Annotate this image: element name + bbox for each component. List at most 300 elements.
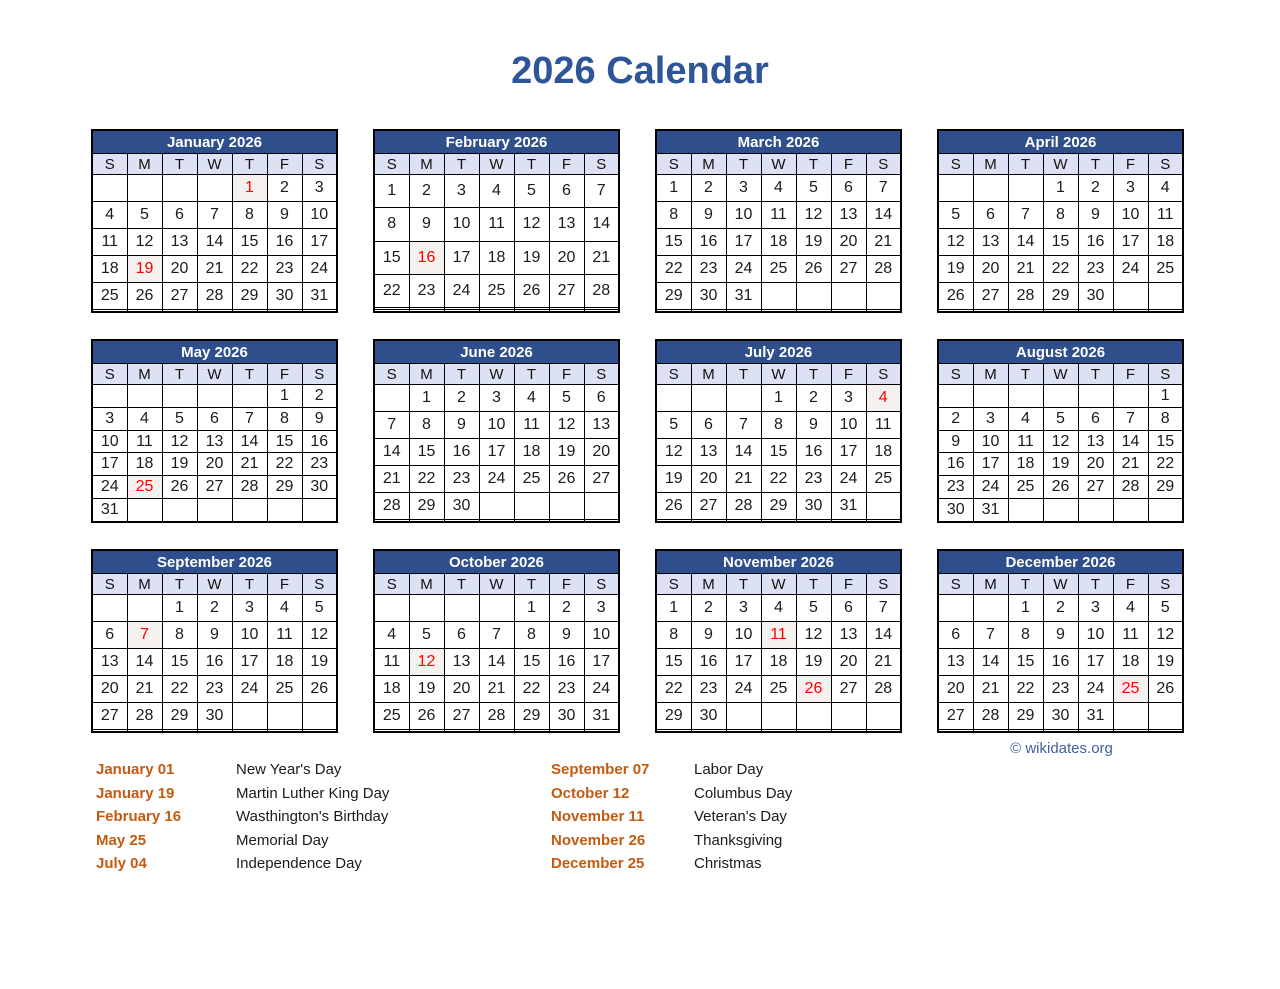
day-cell: 19	[656, 466, 691, 493]
empty-day-cell	[549, 309, 584, 312]
empty-day-cell	[374, 520, 409, 522]
day-cell: 23	[938, 476, 973, 499]
day-cell: 29	[232, 283, 267, 310]
day-cell: 23	[302, 453, 337, 476]
day-cell: 15	[514, 649, 549, 676]
day-cell: 29	[1148, 476, 1183, 499]
empty-day-cell	[656, 730, 691, 732]
day-cell: 8	[374, 208, 409, 241]
day-cell: 20	[973, 256, 1008, 283]
day-cell: 30	[1043, 703, 1078, 730]
empty-day-cell	[409, 730, 444, 732]
holiday-date: January 01	[96, 761, 175, 778]
empty-day-cell	[549, 730, 584, 732]
empty-day-cell	[232, 385, 267, 408]
day-cell: 4	[761, 175, 796, 202]
weekday-header: T	[232, 154, 267, 175]
empty-day-cell	[127, 310, 162, 312]
day-cell: 16	[444, 439, 479, 466]
day-cell: 9	[796, 412, 831, 439]
day-cell: 18	[1008, 453, 1043, 476]
empty-day-cell	[1043, 499, 1078, 522]
day-cell: 24	[726, 676, 761, 703]
empty-day-cell	[1148, 310, 1183, 312]
day-cell: 15	[267, 430, 302, 453]
empty-day-cell	[409, 309, 444, 312]
empty-day-cell	[866, 730, 901, 732]
weekday-header: S	[92, 574, 127, 595]
day-cell: 3	[726, 595, 761, 622]
day-cell: 7	[479, 622, 514, 649]
holiday-name: Christmas	[694, 855, 762, 872]
day-cell: 16	[302, 430, 337, 453]
day-cell: 8	[267, 407, 302, 430]
weekday-header: F	[831, 574, 866, 595]
empty-day-cell	[479, 309, 514, 312]
weekday-header: T	[1078, 574, 1113, 595]
month-calendar-october-2026	[373, 549, 620, 733]
weekday-header: W	[761, 154, 796, 175]
day-cell: 5	[1043, 407, 1078, 430]
month-title: December 2026	[938, 550, 1183, 574]
day-cell: 1	[162, 595, 197, 622]
holiday-date: November 11	[551, 808, 645, 825]
weekday-header: T	[444, 154, 479, 175]
day-cell: 12	[796, 202, 831, 229]
empty-day-cell	[374, 730, 409, 732]
day-cell: 14	[232, 430, 267, 453]
month-calendar-july-2026	[655, 339, 902, 523]
day-cell: 6	[691, 412, 726, 439]
empty-day-cell	[1078, 385, 1113, 408]
day-cell: 22	[1148, 453, 1183, 476]
weekday-header: M	[973, 364, 1008, 385]
day-cell: 22	[409, 466, 444, 493]
day-cell: 19	[1043, 453, 1078, 476]
day-cell: 16	[938, 453, 973, 476]
day-cell: 28	[479, 703, 514, 730]
day-cell: 3	[973, 407, 1008, 430]
day-cell: 15	[374, 241, 409, 274]
day-cell: 5	[938, 202, 973, 229]
empty-day-cell	[831, 520, 866, 522]
day-cell: 20	[691, 466, 726, 493]
day-cell: 24	[726, 256, 761, 283]
day-cell: 27	[162, 283, 197, 310]
holiday-day-cell: 16	[409, 241, 444, 274]
weekday-header: T	[162, 364, 197, 385]
day-cell: 14	[1113, 430, 1148, 453]
day-cell: 27	[1078, 476, 1113, 499]
day-cell: 9	[691, 622, 726, 649]
day-cell: 9	[1078, 202, 1113, 229]
day-cell: 22	[232, 256, 267, 283]
day-cell: 19	[302, 649, 337, 676]
day-cell: 18	[761, 229, 796, 256]
day-cell: 12	[302, 622, 337, 649]
day-cell: 21	[479, 676, 514, 703]
day-cell: 24	[92, 476, 127, 499]
day-cell: 25	[761, 256, 796, 283]
empty-day-cell	[549, 520, 584, 522]
day-cell: 20	[444, 676, 479, 703]
day-cell: 16	[796, 439, 831, 466]
day-cell: 16	[549, 649, 584, 676]
day-cell: 12	[162, 430, 197, 453]
day-cell: 28	[866, 256, 901, 283]
weekday-header: W	[1043, 574, 1078, 595]
day-cell: 29	[1008, 703, 1043, 730]
empty-day-cell	[1008, 385, 1043, 408]
day-cell: 2	[409, 175, 444, 208]
empty-day-cell	[302, 703, 337, 730]
empty-day-cell	[938, 595, 973, 622]
day-cell: 7	[232, 407, 267, 430]
day-cell: 27	[973, 283, 1008, 310]
day-cell: 8	[1043, 202, 1078, 229]
day-cell: 21	[866, 649, 901, 676]
weekday-header: W	[1043, 364, 1078, 385]
weekday-header: W	[197, 574, 232, 595]
day-cell: 22	[656, 256, 691, 283]
empty-day-cell	[796, 520, 831, 522]
weekday-header: T	[162, 574, 197, 595]
weekday-header: T	[1078, 154, 1113, 175]
day-cell: 11	[514, 412, 549, 439]
day-cell: 31	[726, 283, 761, 310]
day-cell: 4	[267, 595, 302, 622]
empty-day-cell	[1113, 703, 1148, 730]
day-cell: 28	[197, 283, 232, 310]
holiday-day-cell: 25	[1113, 676, 1148, 703]
day-cell: 19	[796, 649, 831, 676]
day-cell: 9	[409, 208, 444, 241]
weekday-header: M	[409, 364, 444, 385]
empty-day-cell	[761, 310, 796, 312]
month-calendar-september-2026	[91, 549, 338, 733]
empty-day-cell	[92, 175, 127, 202]
weekday-header: W	[479, 364, 514, 385]
empty-day-cell	[302, 310, 337, 312]
weekday-header: F	[1113, 154, 1148, 175]
empty-day-cell	[409, 595, 444, 622]
day-cell: 17	[232, 649, 267, 676]
empty-day-cell	[691, 730, 726, 732]
empty-day-cell	[1078, 310, 1113, 312]
empty-day-cell	[761, 283, 796, 310]
day-cell: 13	[691, 439, 726, 466]
empty-day-cell	[761, 520, 796, 522]
weekday-header: S	[1148, 574, 1183, 595]
weekday-header: T	[726, 574, 761, 595]
day-cell: 28	[726, 493, 761, 520]
day-cell: 20	[831, 649, 866, 676]
empty-day-cell	[1148, 283, 1183, 310]
weekday-header: F	[549, 574, 584, 595]
day-cell: 5	[127, 202, 162, 229]
holiday-date: November 26	[551, 831, 646, 849]
weekday-header: S	[1148, 154, 1183, 175]
day-cell: 7	[726, 412, 761, 439]
day-cell: 23	[549, 676, 584, 703]
day-cell: 21	[584, 241, 619, 274]
day-cell: 10	[726, 622, 761, 649]
day-cell: 3	[726, 175, 761, 202]
day-cell: 30	[1078, 283, 1113, 310]
day-cell: 6	[1078, 407, 1113, 430]
empty-day-cell	[162, 499, 197, 522]
day-cell: 30	[197, 703, 232, 730]
holiday-name: Thanksgiving	[694, 831, 783, 849]
day-cell: 9	[938, 430, 973, 453]
empty-day-cell	[796, 283, 831, 310]
empty-day-cell	[92, 385, 127, 408]
day-cell: 13	[162, 229, 197, 256]
day-cell: 28	[1008, 283, 1043, 310]
day-cell: 20	[831, 229, 866, 256]
day-cell: 31	[92, 499, 127, 522]
day-cell: 4	[514, 385, 549, 412]
day-cell: 14	[127, 649, 162, 676]
day-cell: 29	[656, 703, 691, 730]
weekday-header: S	[938, 364, 973, 385]
day-cell: 17	[831, 439, 866, 466]
day-cell: 15	[1008, 649, 1043, 676]
weekday-header: T	[1008, 574, 1043, 595]
empty-day-cell	[831, 310, 866, 312]
weekday-header: T	[444, 574, 479, 595]
day-cell: 23	[796, 466, 831, 493]
day-cell: 15	[409, 439, 444, 466]
day-cell: 2	[1043, 595, 1078, 622]
empty-day-cell	[656, 310, 691, 312]
weekday-header: M	[409, 154, 444, 175]
day-cell: 19	[514, 241, 549, 274]
empty-day-cell	[92, 730, 127, 732]
empty-day-cell	[726, 385, 761, 412]
weekday-header: M	[127, 154, 162, 175]
empty-day-cell	[267, 730, 302, 732]
holiday-day-cell: 1	[232, 175, 267, 202]
day-cell: 12	[796, 622, 831, 649]
day-cell: 17	[1113, 229, 1148, 256]
day-cell: 20	[92, 676, 127, 703]
month-calendar-january-2026	[91, 129, 338, 313]
empty-day-cell	[549, 493, 584, 520]
day-cell: 4	[1148, 175, 1183, 202]
empty-day-cell	[796, 730, 831, 732]
weekday-header: S	[374, 364, 409, 385]
empty-day-cell	[831, 730, 866, 732]
empty-day-cell	[796, 703, 831, 730]
day-cell: 27	[831, 256, 866, 283]
empty-day-cell	[796, 310, 831, 312]
empty-day-cell	[127, 175, 162, 202]
day-cell: 29	[761, 493, 796, 520]
day-cell: 7	[866, 595, 901, 622]
day-cell: 25	[374, 703, 409, 730]
day-cell: 15	[656, 649, 691, 676]
day-cell: 26	[656, 493, 691, 520]
empty-day-cell	[1043, 385, 1078, 408]
day-cell: 30	[444, 493, 479, 520]
day-cell: 6	[549, 175, 584, 208]
weekday-header: M	[409, 574, 444, 595]
empty-day-cell	[444, 730, 479, 732]
day-cell: 2	[444, 385, 479, 412]
weekday-header: W	[761, 364, 796, 385]
day-cell: 25	[1148, 256, 1183, 283]
holiday-name: Columbus Day	[694, 784, 793, 802]
day-cell: 8	[1008, 622, 1043, 649]
month-title: June 2026	[374, 340, 619, 364]
holiday-day-cell: 4	[866, 385, 901, 412]
weekday-header: S	[1148, 364, 1183, 385]
weekday-header: S	[374, 574, 409, 595]
day-cell: 22	[514, 676, 549, 703]
holiday-day-cell: 7	[127, 622, 162, 649]
weekday-header: M	[691, 154, 726, 175]
weekday-header: S	[584, 154, 619, 175]
day-cell: 27	[549, 274, 584, 307]
day-cell: 22	[1008, 676, 1043, 703]
day-cell: 14	[726, 439, 761, 466]
empty-day-cell	[584, 309, 619, 312]
day-cell: 31	[302, 283, 337, 310]
weekday-header: T	[232, 574, 267, 595]
empty-day-cell	[267, 499, 302, 522]
day-cell: 1	[1043, 175, 1078, 202]
month-title: July 2026	[656, 340, 901, 364]
empty-day-cell	[197, 499, 232, 522]
day-cell: 24	[302, 256, 337, 283]
day-cell: 10	[92, 430, 127, 453]
day-cell: 30	[691, 703, 726, 730]
empty-day-cell	[197, 310, 232, 312]
holiday-name: New Year's Day	[236, 761, 342, 778]
day-cell: 28	[866, 676, 901, 703]
credit-link[interactable]: © wikidates.org	[1010, 740, 1113, 757]
weekday-header: S	[92, 154, 127, 175]
weekday-header: S	[656, 154, 691, 175]
empty-day-cell	[1043, 310, 1078, 312]
empty-day-cell	[444, 309, 479, 312]
weekday-header: T	[514, 154, 549, 175]
empty-day-cell	[726, 703, 761, 730]
empty-day-cell	[127, 595, 162, 622]
day-cell: 7	[1113, 407, 1148, 430]
day-cell: 14	[197, 229, 232, 256]
day-cell: 22	[761, 466, 796, 493]
holiday-day-cell: 19	[127, 256, 162, 283]
day-cell: 24	[232, 676, 267, 703]
day-cell: 15	[1148, 430, 1183, 453]
empty-day-cell	[197, 730, 232, 732]
empty-day-cell	[1078, 499, 1113, 522]
day-cell: 17	[584, 649, 619, 676]
empty-day-cell	[656, 520, 691, 522]
empty-day-cell	[761, 730, 796, 732]
holiday-day-cell: 26	[796, 676, 831, 703]
weekday-header: M	[691, 574, 726, 595]
day-cell: 27	[938, 703, 973, 730]
holiday-date: July 04	[96, 855, 147, 872]
day-cell: 25	[866, 466, 901, 493]
day-cell: 23	[197, 676, 232, 703]
day-cell: 3	[302, 175, 337, 202]
day-cell: 8	[761, 412, 796, 439]
day-cell: 21	[374, 466, 409, 493]
day-cell: 11	[127, 430, 162, 453]
day-cell: 8	[656, 622, 691, 649]
day-cell: 9	[267, 202, 302, 229]
day-cell: 26	[1148, 676, 1183, 703]
weekday-header: S	[866, 154, 901, 175]
weekday-header: S	[656, 364, 691, 385]
day-cell: 14	[973, 649, 1008, 676]
holiday-date: May 25	[96, 831, 147, 849]
weekday-header: S	[866, 574, 901, 595]
day-cell: 27	[691, 493, 726, 520]
empty-day-cell	[197, 385, 232, 408]
day-cell: 25	[1008, 476, 1043, 499]
day-cell: 7	[374, 412, 409, 439]
empty-day-cell	[444, 595, 479, 622]
empty-day-cell	[1148, 499, 1183, 522]
day-cell: 10	[973, 430, 1008, 453]
empty-day-cell	[1113, 283, 1148, 310]
day-cell: 17	[726, 229, 761, 256]
day-cell: 1	[409, 385, 444, 412]
weekday-header: T	[514, 574, 549, 595]
month-title: February 2026	[374, 130, 619, 154]
day-cell: 19	[162, 453, 197, 476]
day-cell: 11	[866, 412, 901, 439]
day-cell: 1	[1148, 385, 1183, 408]
holiday-date: February 16	[96, 808, 182, 825]
day-cell: 6	[162, 202, 197, 229]
day-cell: 12	[938, 229, 973, 256]
weekday-header: F	[267, 364, 302, 385]
day-cell: 19	[409, 676, 444, 703]
day-cell: 4	[1008, 407, 1043, 430]
day-cell: 11	[479, 208, 514, 241]
day-cell: 2	[267, 175, 302, 202]
day-cell: 5	[656, 412, 691, 439]
weekday-header: M	[691, 364, 726, 385]
weekday-header: S	[302, 154, 337, 175]
day-cell: 9	[302, 407, 337, 430]
day-cell: 19	[938, 256, 973, 283]
day-cell: 16	[1043, 649, 1078, 676]
month-calendar-august-2026	[937, 339, 1184, 523]
day-cell: 18	[514, 439, 549, 466]
weekday-header: F	[549, 154, 584, 175]
empty-day-cell	[302, 730, 337, 732]
day-cell: 5	[514, 175, 549, 208]
day-cell: 26	[549, 466, 584, 493]
day-cell: 21	[127, 676, 162, 703]
day-cell: 13	[549, 208, 584, 241]
holiday-day-cell: 11	[761, 622, 796, 649]
empty-day-cell	[584, 730, 619, 732]
empty-day-cell	[938, 385, 973, 408]
day-cell: 2	[691, 175, 726, 202]
day-cell: 21	[866, 229, 901, 256]
holiday-name: Wasthington's Birthday	[236, 808, 389, 825]
empty-day-cell	[831, 283, 866, 310]
weekday-header: F	[267, 574, 302, 595]
